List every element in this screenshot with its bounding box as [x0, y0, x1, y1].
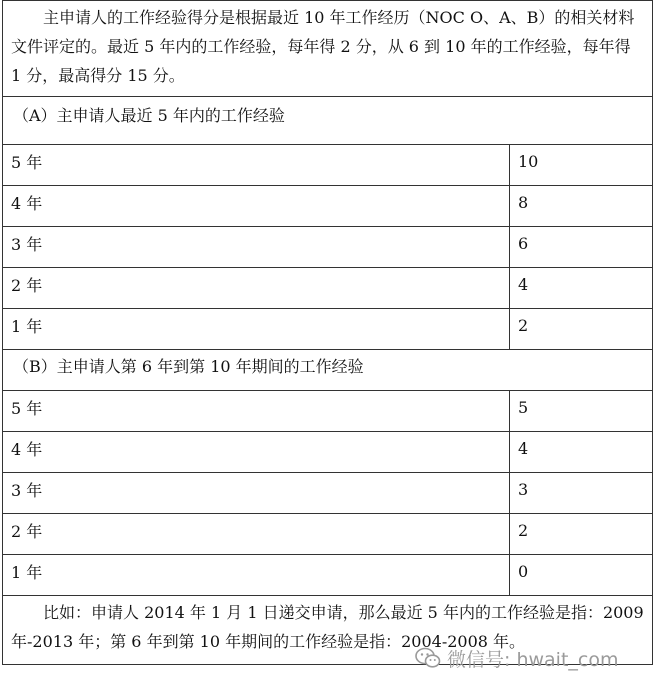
points-cell: 3: [510, 473, 653, 514]
points-cell: 2: [510, 514, 653, 555]
table-row: [3, 555, 653, 596]
points-cell: 4: [510, 268, 653, 309]
intro-text: 主申请人的工作经验得分是根据最近 10 年工作经历（NOC O、A、B）的相关材料文件评定的。最近 5 年内的工作经验，每年得 2 分，从 6 到 10 年的工作经验，每年得 1 分，最高得分 15 分。: [3, 1, 653, 97]
points-cell: 5: [510, 391, 653, 432]
years-cell: 4 年: [3, 186, 510, 227]
points-cell: 4: [510, 432, 653, 473]
wechat-icon: [415, 647, 441, 669]
table-row: [3, 268, 653, 309]
years-cell: 2 年: [3, 268, 510, 309]
years-cell: 5 年: [3, 391, 510, 432]
table-row: [3, 145, 653, 186]
table-row: [3, 227, 653, 268]
years-cell: 4 年: [3, 432, 510, 473]
points-cell: 6: [510, 227, 653, 268]
work-experience-table: [2, 0, 653, 665]
table-row: [3, 186, 653, 227]
points-cell: 8: [510, 186, 653, 227]
years-cell: 1 年: [3, 309, 510, 350]
table-row: [3, 432, 653, 473]
section-b-title: （B）主申请人第 6 年到第 10 年期间的工作经验: [3, 350, 653, 391]
intro-row: [3, 1, 653, 97]
years-cell: 3 年: [3, 473, 510, 514]
table-row: [3, 473, 653, 514]
example-text: 比如：申请人 2014 年 1 月 1 日递交申请，那么最近 5 年内的工作经验是指：2009 年-2013 年；第 6 年到第 10 年期间的工作经验是指：2004-2008 年。: [3, 596, 653, 665]
section-a-header-row: [3, 97, 653, 145]
table-row: [3, 309, 653, 350]
points-cell: 2: [510, 309, 653, 350]
table-row: [3, 391, 653, 432]
section-b-header-row: [3, 350, 653, 391]
section-a-title: （A）主申请人最近 5 年内的工作经验: [3, 97, 653, 145]
years-cell: 5 年: [3, 145, 510, 186]
years-cell: 1 年: [3, 555, 510, 596]
points-cell: 0: [510, 555, 653, 596]
points-cell: 10: [510, 145, 653, 186]
years-cell: 3 年: [3, 227, 510, 268]
watermark-text: 微信号: hwait_com: [447, 648, 619, 671]
table-row: [3, 514, 653, 555]
watermark: [415, 645, 618, 671]
years-cell: 2 年: [3, 514, 510, 555]
